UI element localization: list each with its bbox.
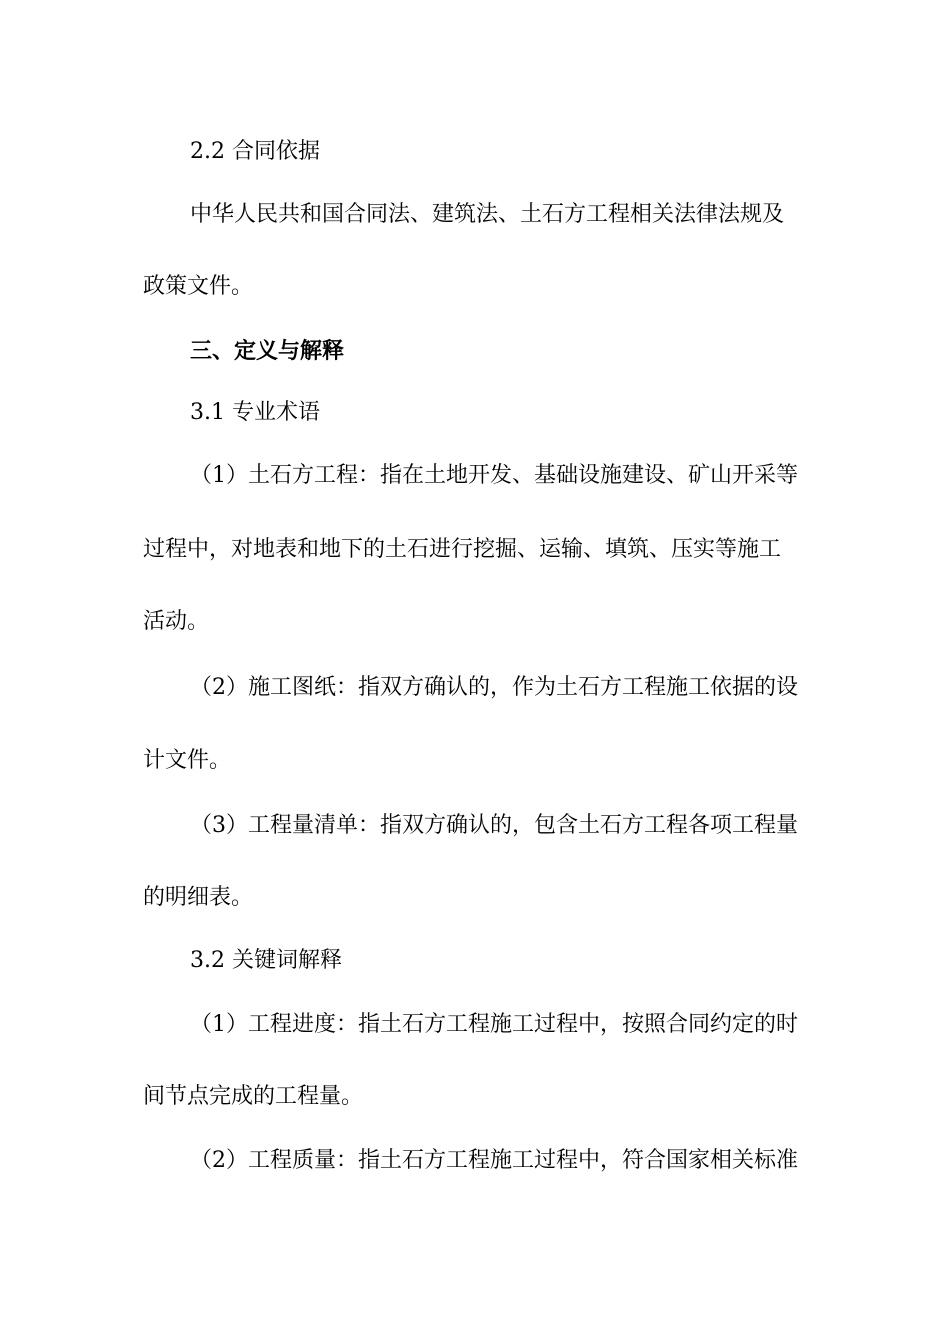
paragraph-line: （2）工程质量：指土石方工程施工过程中，符合国家相关标准 xyxy=(190,1148,798,1173)
paragraph-line: 政策文件。 xyxy=(143,274,254,299)
paragraph-line: （1）土石方工程：指在土地开发、基础设施建设、矿山开采等 xyxy=(190,463,798,488)
paragraph-line: 的明细表。 xyxy=(143,885,254,910)
section-heading-3-2: 3.2 关键词解释 xyxy=(190,948,342,973)
paragraph-line: 中华人民共和国合同法、建筑法、土石方工程相关法律法规及 xyxy=(190,202,785,227)
section-heading-3-1: 3.1 专业术语 xyxy=(190,400,320,425)
paragraph-line: （1）工程进度：指土石方工程施工过程中，按照合同约定的时 xyxy=(190,1012,798,1037)
paragraph-line: 过程中，对地表和地下的土石进行挖掘、运输、填筑、压实等施工 xyxy=(143,537,782,562)
paragraph-line: （3）工程量清单：指双方确认的，包含土石方工程各项工程量 xyxy=(190,813,798,838)
paragraph-line: 计文件。 xyxy=(143,748,232,773)
paragraph-line: （2）施工图纸：指双方确认的，作为土石方工程施工依据的设 xyxy=(190,675,798,700)
paragraph-line: 活动。 xyxy=(143,609,210,634)
section-heading-2-2: 2.2 合同依据 xyxy=(190,139,320,164)
paragraph-line: 间节点完成的工程量。 xyxy=(143,1084,364,1109)
section-heading-3: 三、定义与解释 xyxy=(190,338,345,364)
